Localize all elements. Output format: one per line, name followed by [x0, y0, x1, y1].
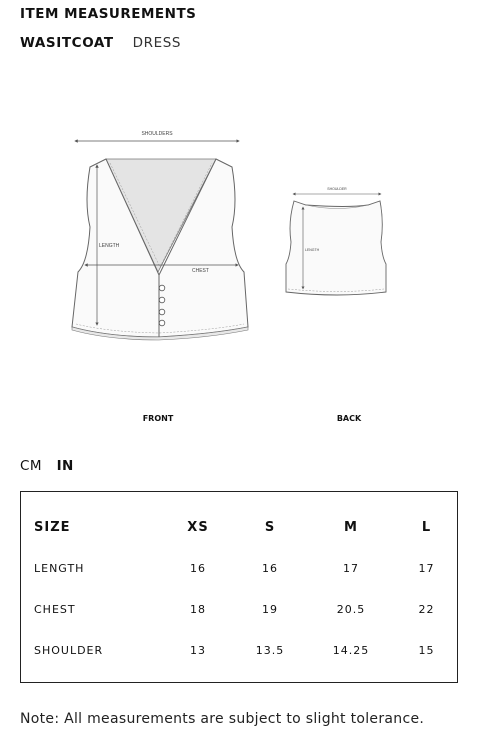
row-label: CHEST — [34, 603, 76, 616]
header-xs: XS — [187, 519, 209, 535]
back-shoulder-label: SHOULDER — [327, 187, 347, 191]
front-vest-drawing — [72, 131, 248, 340]
header-s: S — [264, 519, 276, 535]
tab-waistcoat[interactable]: WASITCOAT — [20, 35, 114, 51]
unit-toggle — [20, 458, 84, 474]
unit-cm[interactable]: CM — [20, 458, 42, 474]
size-table-header — [34, 506, 449, 548]
size-table — [34, 506, 449, 671]
garment-tabs — [20, 35, 195, 51]
header-m: M — [344, 519, 358, 535]
table-cell: 16 — [190, 562, 206, 575]
row-label: SHOULDER — [34, 644, 104, 657]
table-cell: 13.5 — [255, 644, 285, 657]
back-vest-drawing — [286, 187, 386, 295]
table-row — [34, 630, 449, 671]
table-row — [34, 548, 449, 589]
table-cell: 22 — [418, 603, 435, 616]
table-cell: 17 — [343, 562, 359, 575]
table-cell: 19 — [262, 603, 278, 616]
size-table-container — [20, 491, 458, 683]
table-cell: 20.5 — [336, 603, 366, 616]
tolerance-note: Note: All measurements are subject to slight tolerance. — [20, 711, 425, 727]
page-title: ITEM MEASUREMENTS — [20, 6, 197, 22]
table-row — [34, 589, 449, 630]
chest-label: CHEST — [192, 268, 209, 274]
header-l: L — [421, 519, 432, 535]
tab-dress[interactable]: DRESS — [132, 35, 182, 51]
length-label: LENGTH — [99, 243, 120, 249]
table-cell: 13 — [190, 644, 206, 657]
table-cell: 17 — [418, 562, 435, 575]
table-cell: 15 — [418, 644, 435, 657]
waistcoat-diagram-svg — [18, 62, 438, 432]
front-caption: FRONT — [142, 414, 174, 423]
row-label: LENGTH — [34, 562, 85, 575]
table-cell: 16 — [262, 562, 278, 575]
shoulders-label: SHOULDERS — [141, 131, 173, 137]
table-cell: 18 — [190, 603, 206, 616]
table-cell: 14.25 — [332, 644, 370, 657]
header-size: SIZE — [34, 519, 71, 535]
back-length-label: LENGTH — [305, 248, 320, 252]
measurement-diagram — [18, 62, 438, 432]
unit-in[interactable]: IN — [56, 458, 74, 474]
back-caption: BACK — [336, 414, 362, 423]
